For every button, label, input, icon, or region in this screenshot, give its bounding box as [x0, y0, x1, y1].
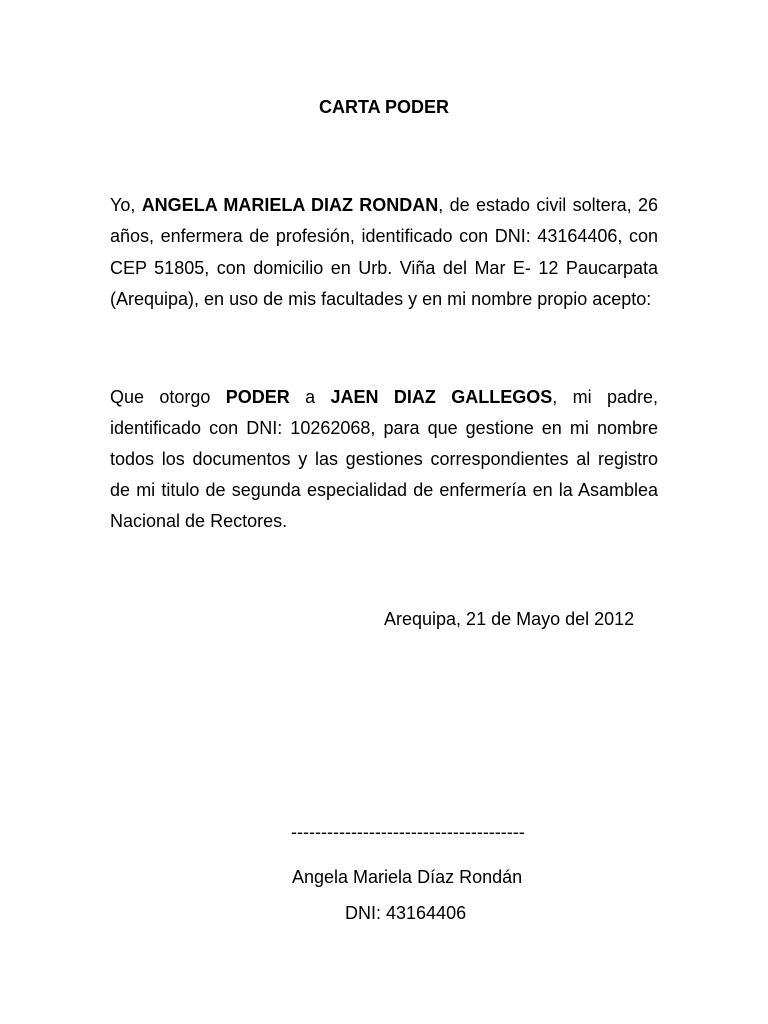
signer-name: Angela Mariela Díaz Rondán	[292, 867, 523, 887]
paragraph-2-line-1	[110, 382, 658, 413]
paragraph-2	[110, 382, 658, 537]
paragraph-1-line-3: CEP 51805, con domicilio en Urb. Viña del Mar E- 12 Paucarpata	[110, 257, 658, 278]
signer-dni: DNI: 43164406	[345, 903, 467, 923]
place-and-date: Arequipa, 21 de Mayo del 2012	[384, 609, 635, 629]
paragraph-1-line-4: (Arequipa), en uso de mis facultades y en mi nombre propio acepto:	[110, 288, 652, 309]
paragraph-2-line-4: de mi titulo de segunda especialidad de enfermería en la Asamblea	[110, 480, 658, 500]
text-segment: , de estado civil soltera, 26	[438, 195, 658, 215]
text-segment: , mi padre,	[552, 387, 659, 407]
agent-name: JAEN DIAZ GALLEGOS	[330, 387, 553, 407]
paragraph-2-line-2: identificado con DNI: 10262068, para que gestione en mi nombre	[110, 418, 658, 438]
text-segment: a	[289, 387, 331, 407]
power-keyword: PODER	[225, 387, 290, 407]
text-segment: Yo,	[110, 195, 142, 215]
document-title: CARTA PODER	[319, 97, 449, 117]
text-segment: Que otorgo	[110, 387, 226, 407]
signature-line: ---------------------------------------	[291, 822, 525, 842]
grantor-name: ANGELA MARIELA DIAZ RONDAN	[141, 195, 439, 215]
paragraph-2-line-3: todos los documentos y las gestiones correspondientes al registro	[110, 449, 658, 469]
paragraph-1	[110, 190, 658, 315]
paragraph-2-line-5: Nacional de Rectores.	[110, 511, 288, 531]
paragraph-1-line-2: años, enfermera de profesión, identificado con DNI: 43164406, con	[110, 226, 658, 247]
paragraph-1-line-1	[110, 190, 658, 221]
